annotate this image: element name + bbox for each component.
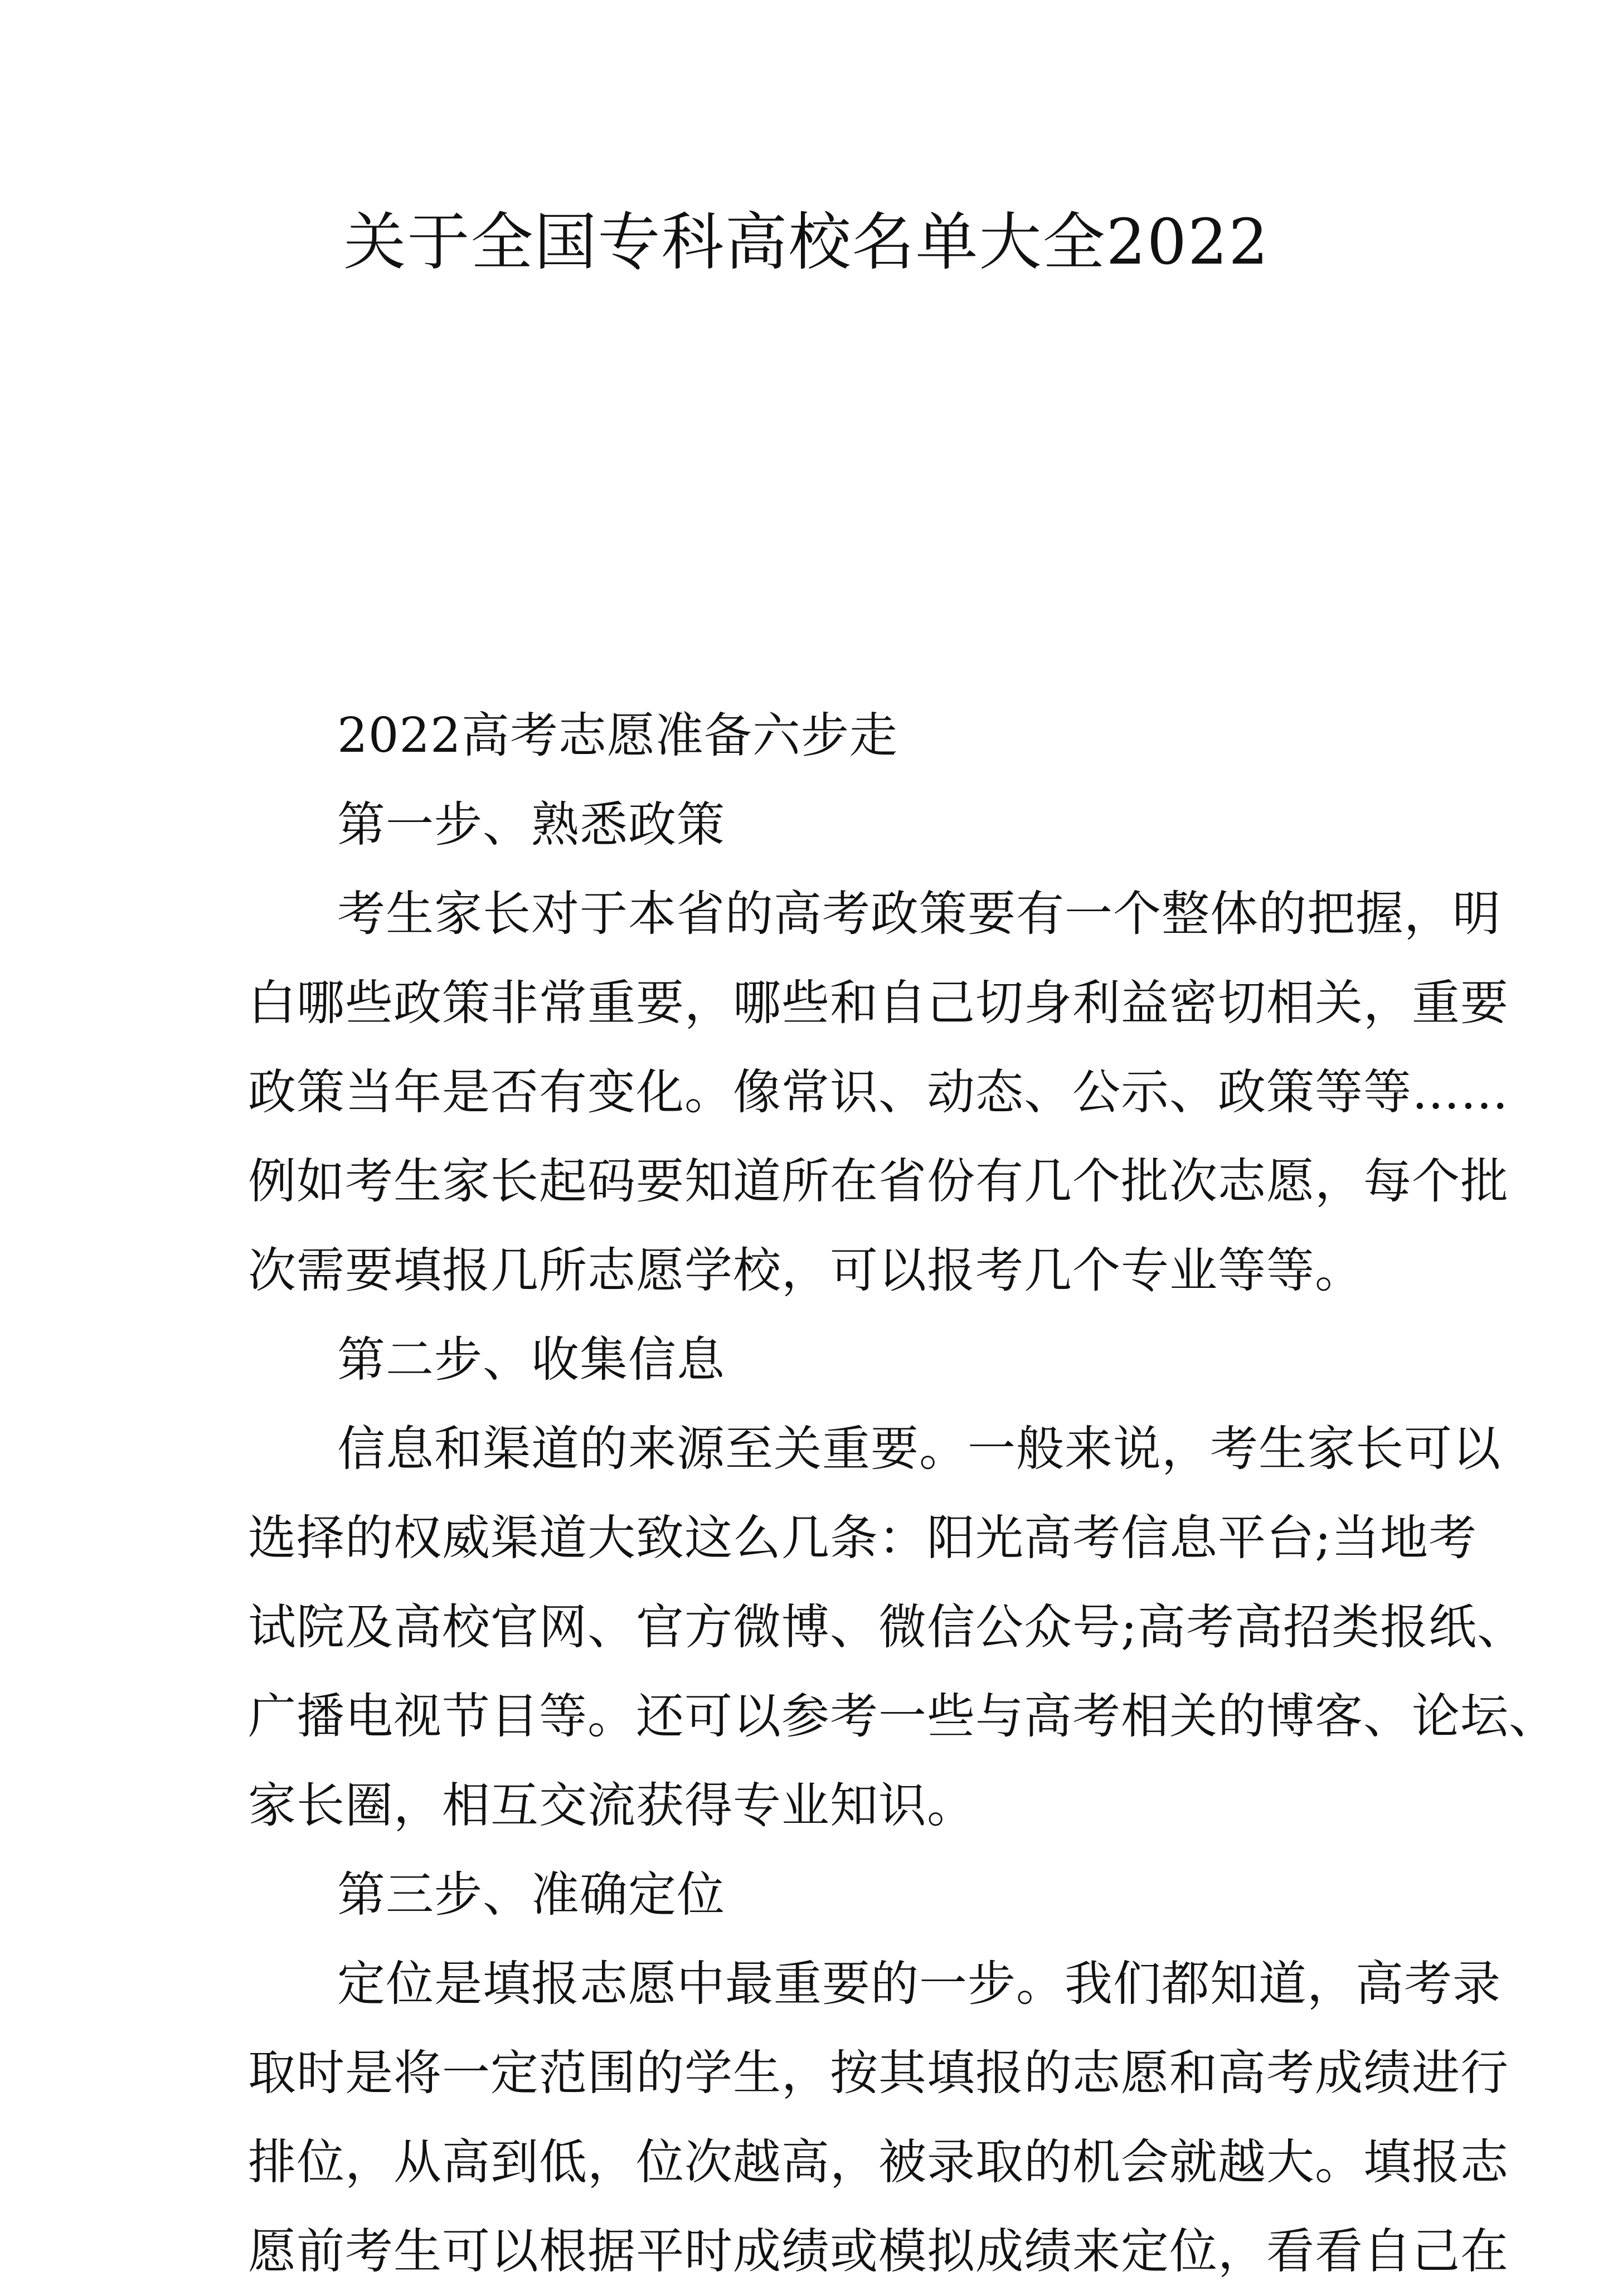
paragraph-line: 次需要填报几所志愿学校，可以报考几个专业等等。 bbox=[248, 1243, 1363, 1298]
paragraph-line: 例如考生家长起码要知道所在省份有几个批次志愿，每个批 bbox=[248, 1154, 1509, 1209]
paragraph-line: 选择的权威渠道大致这么几条：阳光高考信息平台;当地考 bbox=[248, 1510, 1477, 1566]
paragraph-line: 定位是填报志愿中最重要的一步。我们都知道，高考录 bbox=[337, 1956, 1501, 2012]
paragraph-line: 取时是将一定范围的学生，按其填报的志愿和高考成绩进行 bbox=[248, 2045, 1509, 2101]
paragraph-line: 考生家长对于本省的高考政策要有一个整体的把握，明 bbox=[337, 886, 1501, 942]
step-heading: 第二步、收集信息 bbox=[337, 1332, 725, 1388]
paragraph-line: 信息和渠道的来源至关重要。一般来说，考生家长可以 bbox=[337, 1421, 1501, 1477]
paragraph-line: 政策当年是否有变化。像常识、动态、公示、政策等等…… bbox=[248, 1064, 1509, 1120]
section-heading: 2022高考志愿准备六步走 bbox=[337, 708, 898, 763]
paragraph-line: 愿前考生可以根据平时成绩或模拟成绩来定位，看看自己在 bbox=[248, 2224, 1509, 2279]
document-title: 关于全国专科高校名单大全2022 bbox=[343, 206, 1270, 279]
document-body bbox=[248, 691, 1557, 2296]
paragraph-line: 广播电视节目等。还可以参考一些与高考相关的博客、论坛、 bbox=[248, 1689, 1557, 1744]
step-heading: 第三步、准确定位 bbox=[337, 1867, 725, 1923]
paragraph-line: 排位，从高到低，位次越高，被录取的机会就越大。填报志 bbox=[248, 2134, 1509, 2190]
paragraph-line: 家长圈，相互交流获得专业知识。 bbox=[248, 1778, 975, 1833]
paragraph-line: 白哪些政策非常重要，哪些和自己切身利益密切相关，重要 bbox=[248, 975, 1509, 1031]
step-heading: 第一步、熟悉政策 bbox=[337, 797, 725, 853]
paragraph-line: 试院及高校官网、官方微博、微信公众号;高考高招类报纸、 bbox=[248, 1599, 1525, 1655]
